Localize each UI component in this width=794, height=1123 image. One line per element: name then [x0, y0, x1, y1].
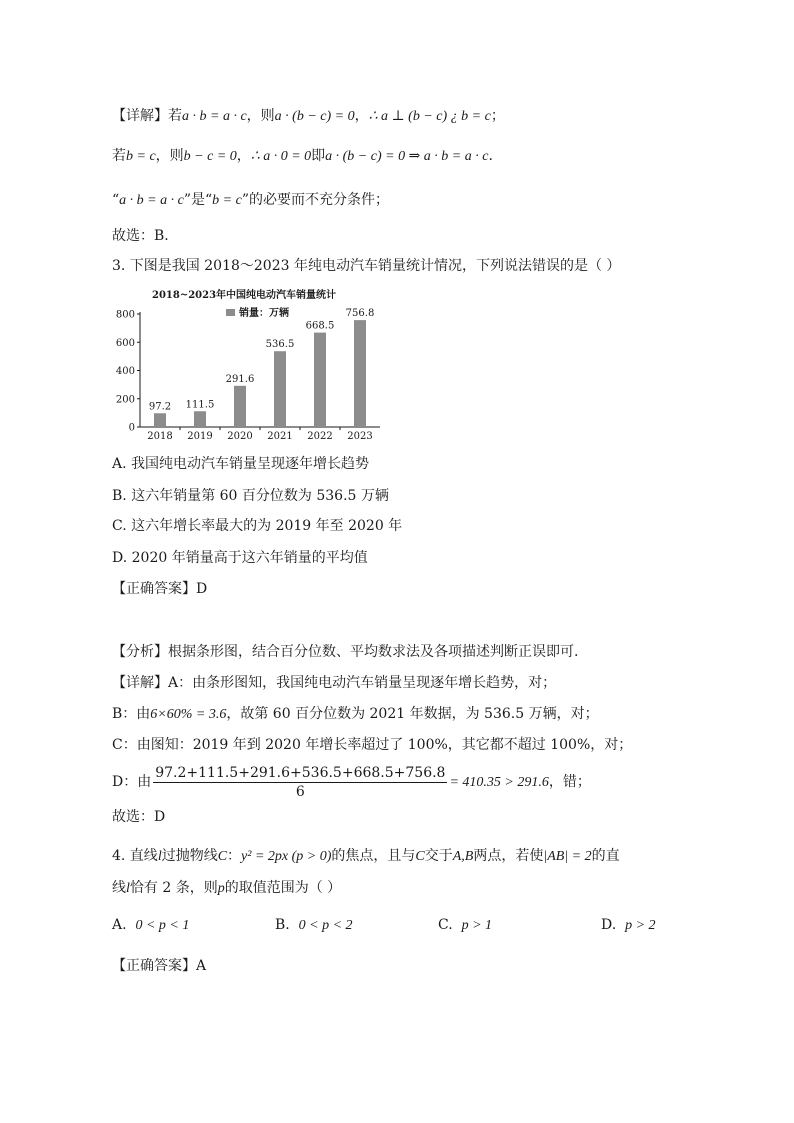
- detail-line-1: [112, 106, 505, 127]
- option-a: A. 我国纯电动汽车销量呈现逐年增长趋势: [112, 456, 370, 472]
- math-expr: |AB| = 2: [543, 849, 592, 864]
- math-var: A,B: [452, 849, 474, 864]
- detail-d-q3: [112, 762, 591, 803]
- question-text: 的焦点，且与: [331, 848, 416, 864]
- detail-text: 【详解】若: [112, 108, 182, 124]
- data-label-2020: 291.6: [225, 373, 255, 385]
- data-label-2019: 111.5: [185, 399, 215, 411]
- detail-text: 即: [311, 148, 326, 164]
- data-label-2018: 97.2: [148, 401, 172, 413]
- fraction: [153, 764, 447, 801]
- x-tick-label-2019: 2019: [187, 431, 213, 442]
- math-expr: 6×60% = 3.6: [150, 707, 227, 722]
- detail-text: “: [112, 192, 120, 208]
- data-label-2023: 756.8: [345, 308, 375, 320]
- legend-label: 销量：万辆: [239, 308, 289, 319]
- question-text: 线: [112, 880, 126, 896]
- q4-option-b: [275, 915, 353, 936]
- y-tick-label: 600: [115, 337, 135, 349]
- math-expr: = 410.35 > 291.6: [449, 775, 549, 790]
- y-tick-label: 400: [115, 366, 135, 377]
- question-3-stem: 3. 下图是我国 2018～2023 年纯电动汽车销量统计情况，下列说法错误的是（ ）: [112, 258, 621, 274]
- question-4-stem-line-2: [112, 878, 341, 899]
- detail-text: ，则: [155, 148, 184, 164]
- option-value: 0 < p < 2: [298, 918, 353, 933]
- q4-option-c: [438, 915, 492, 936]
- fraction-numerator: 97.2+111.5+291.6+536.5+668.5+756.8: [155, 764, 446, 781]
- option-label: B.: [275, 917, 290, 933]
- math-var: p: [217, 881, 225, 896]
- bar-2023: [354, 320, 366, 427]
- fraction-denominator: 6: [295, 783, 305, 800]
- math-var: l: [126, 881, 130, 896]
- option-c: C. 这六年增长率最大的为 2019 年至 2020 年: [112, 518, 403, 534]
- math-var: l: [157, 849, 162, 864]
- math-expr: b = c: [126, 149, 156, 164]
- option-value: 0 < p < 1: [135, 918, 190, 933]
- math-expr: b − c = 0: [183, 149, 237, 164]
- chart-bars: [154, 320, 366, 427]
- question-text: 的直: [591, 848, 620, 864]
- y-tick-label: 800: [115, 309, 135, 321]
- question-text: 过抛物线: [161, 848, 218, 864]
- detail-text: ”的必要而不充分条件；: [241, 192, 390, 208]
- y-tick-label: 200: [115, 394, 135, 406]
- correct-answer-q4: 【正确答案】A: [112, 958, 207, 974]
- answer-select-q3: 故选：D: [112, 809, 166, 825]
- detail-b-q3: [112, 704, 599, 725]
- correct-answer-q3: 【正确答案】D: [112, 581, 208, 597]
- bar-2020: [234, 386, 246, 427]
- math-expr: a · b = a · c: [119, 193, 184, 208]
- detail-text: ，故第 60 百分位数为 2021 年数据，为 536.5 万辆，对；: [226, 706, 599, 722]
- detail-line-3: [112, 190, 389, 211]
- detail-text: ，错；: [548, 774, 591, 790]
- bar-2022: [314, 333, 326, 427]
- question-text: 恰有 2 条，则: [129, 880, 218, 896]
- question-text: ：: [227, 848, 242, 864]
- detail-text: ，: [236, 148, 251, 164]
- legend-swatch: [226, 309, 235, 316]
- x-tick-label-2020: 2020: [227, 431, 253, 442]
- detail-text: ，: [354, 108, 369, 124]
- math-var: C: [217, 849, 228, 864]
- x-tick-label-2023: 2023: [347, 431, 373, 442]
- math-expr: a · (b − c) = 0 ⇒ a · b = a · c: [325, 149, 489, 164]
- detail-text: 若: [112, 148, 126, 164]
- option-value: p > 2: [625, 918, 656, 933]
- bar-chart: [112, 284, 392, 444]
- math-var: C: [415, 849, 425, 864]
- data-labels: [149, 308, 374, 412]
- detail-text: B：由: [112, 706, 151, 722]
- q4-option-a: [112, 915, 189, 936]
- math-expr: ∴ a ⊥ (b − c) ¿ b = c: [368, 109, 491, 124]
- detail-text: D：由: [112, 774, 152, 790]
- x-tick-label-2021: 2021: [267, 431, 293, 442]
- math-expr: b = c: [212, 193, 242, 208]
- detail-a-q3: 【详解】A：由条形图知，我国纯电动汽车销量呈现逐年增长趋势，对；: [112, 675, 557, 691]
- option-label: C.: [438, 917, 453, 933]
- x-tick-label-2018: 2018: [147, 431, 173, 442]
- bar-2021: [274, 351, 286, 427]
- answer-select-q2: 故选：B.: [112, 228, 169, 244]
- data-label-2021: 536.5: [265, 339, 295, 351]
- math-expr: a · (b − c) = 0: [274, 109, 355, 124]
- math-expr: y² = 2px (p > 0): [241, 849, 332, 864]
- x-tick-labels: [147, 431, 372, 442]
- detail-text: ”是“: [183, 192, 213, 208]
- chart-axes: [137, 312, 380, 430]
- option-d: D. 2020 年销量高于这六年销量的平均值: [112, 550, 368, 566]
- y-tick-labels: [116, 310, 135, 434]
- q4-option-d: [601, 915, 656, 936]
- question-text: 两点，若使: [473, 848, 544, 864]
- question-text: 4. 直线: [112, 848, 158, 864]
- detail-text: ；: [490, 108, 505, 124]
- chart-title: 2018~2023年中国纯电动汽车销量统计: [152, 290, 337, 301]
- option-value: p > 1: [461, 918, 493, 933]
- detail-text: ，则: [246, 108, 275, 124]
- math-expr: ∴ a · 0 = 0: [250, 149, 312, 164]
- x-tick-label-2022: 2022: [307, 431, 333, 442]
- data-label-2022: 668.5: [305, 320, 335, 332]
- question-text: 的取值范围为（ ）: [224, 880, 342, 896]
- detail-c-q3: C：由图知：2019 年到 2020 年增长率超过了 100%，其它都不超过 100%，对；: [112, 737, 633, 753]
- question-text: 交于: [424, 848, 453, 864]
- analysis-q3: 【分析】根据条形图，结合百分位数、平均数求法及各项描述判断正误即可.: [112, 644, 579, 660]
- detail-text: .: [488, 148, 493, 164]
- option-b: B. 这六年销量第 60 百分位数为 536.5 万辆: [112, 488, 389, 504]
- question-4-stem-line-1: [112, 846, 620, 867]
- option-label: A.: [112, 917, 127, 933]
- y-tick-label: 0: [128, 422, 135, 434]
- bar-2019: [194, 411, 206, 427]
- detail-line-2: [112, 146, 493, 167]
- option-label: D.: [601, 917, 617, 933]
- bar-2018: [154, 413, 166, 427]
- math-expr: a · b = a · c: [182, 109, 247, 124]
